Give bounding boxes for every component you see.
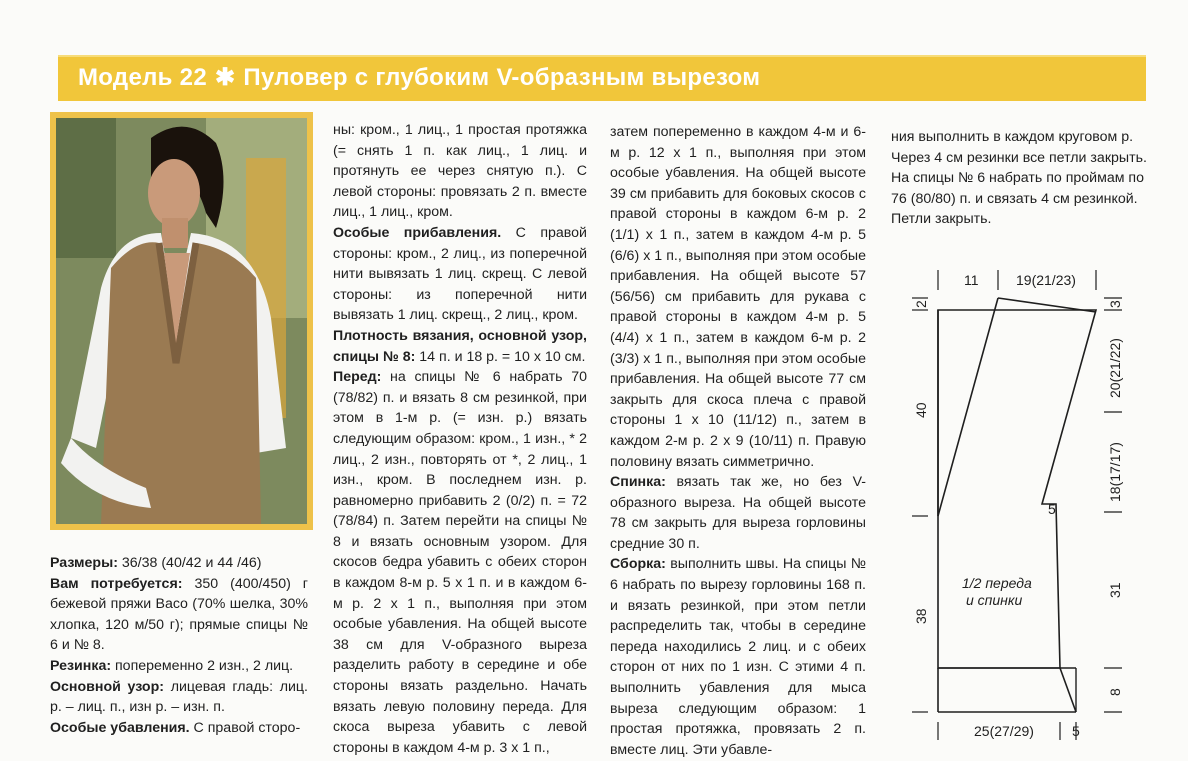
model-number: Модель 22 (78, 64, 207, 91)
gauge-paragraph (333, 326, 587, 367)
decrease-paragraph (50, 718, 308, 739)
decrease-label: Особые убавления. (50, 719, 190, 736)
front-text: на спицы № 6 набрать 70 (78/82) п. и вязать 8 см резинкой, при этом в 1-м р. (= изн. р.) вязать следующим образом: кром., 1 изн., * 2 лиц., 2 изн., повторять от *, 2 лиц., 1 изн., кром. В последнем изн. р. равномерно прибавить 2 (0/2) п. = 72 (78/84) п. Затем перейти на спицы № 8 и вязать основным узором. Для скосов бедра убавить с обеих сторон в каждом 8-м р. 5 х 1 п. и в каждом 6-м р. 2 х 1 п., выполняя при этом особые убавления. На общей высоте 38 см для V-образного выреза разделить работу в середине и обе стороны вязать раздельно. Начать вязать левую половину переда. Для скоса выреза убавить с левой стороны в каждом 4-м р. 3 х 1 п., (333, 369, 587, 756)
gauge-text: 14 п. и 18 р. = 10 х 10 см. (415, 348, 586, 365)
materials-label: Вам потребуется: (50, 575, 183, 592)
gauge-label: Плотность вязания, основной узор, спицы № 8: (333, 327, 587, 365)
back-label: Спинка: (610, 474, 666, 491)
sizes-label: Размеры: (50, 555, 118, 571)
text-column-3 (610, 122, 866, 760)
materials-text: 350 (400/450) г бежевой пряжи Baco (70% шелка, 30% хлопка, 120 м/50 г); прямые спицы № 6 и № 8. (50, 575, 308, 654)
assembly-label: Сборка: (610, 556, 666, 573)
dim-left-top: 2 (913, 300, 929, 308)
decrease-text: С правой сторо- (189, 719, 301, 736)
dim-right-lower: 31 (1107, 582, 1123, 598)
title-text: Пуловер с глубоким V-образным вырезом (243, 64, 761, 91)
dim-bottom-width: 25(27/29) (974, 723, 1034, 739)
dim-right-bottom: 8 (1107, 688, 1123, 696)
dim-waist: 5 (1048, 501, 1056, 517)
dim-right-top: 3 (1107, 300, 1123, 308)
decrease-continued: ны: кром., 1 лиц., 1 простая протяжка (= снять 1 п. как лиц., 1 лиц. и протянуть ее через снятую п.). С левой стороны: провязать 2 п. вместе лиц., 1 лиц., кром. (333, 122, 587, 221)
materials-paragraph (50, 574, 308, 656)
model-illustration (56, 118, 307, 524)
assembly-paragraph (610, 554, 866, 760)
rib-paragraph (50, 656, 308, 677)
rib-label: Резинка: (50, 657, 112, 674)
dim-right-mid: 18(17/17) (1107, 442, 1123, 502)
dim-left-bottom: 38 (913, 608, 929, 624)
text-column-2 (333, 120, 587, 758)
dim-left-mid: 40 (913, 402, 929, 418)
front-continued: затем попеременно в каждом 4-м и 6-м р. 12 х 1 п., выполняя при этом особые убавления. На общей высоте 39 см прибавить для боковых скосов с правой стороны в каждом 6-м р. 2 (1/1) х 1 п., затем в каждом 4-м р. 5 (6/6) х 1 п., выполняя при этом особые прибавления. На общей высоте 57 (56/56) см прибавить для рукава с правой стороны в каждом 4-м р. 5 (4/4) х 1 п., затем в каждом 6-м р. 2 (3/3) х 1 п., выполняя при этом особые прибавления. На общей высоте 77 см закрыть для скоса плеча с правой стороны 1 х 10 (11/12) п., затем в каждом 2-м р. 2 х 9 (10/11) п. Правую половину вязать симметрично. (610, 124, 866, 470)
text-column-1 (50, 553, 308, 738)
increase-label: Особые прибавления. (333, 224, 502, 241)
schematic-caption-line2: и спинки (966, 592, 1023, 608)
title-bar (58, 55, 1146, 101)
dim-bottom-right: 5 (1072, 723, 1080, 739)
assembly-text: выполнить швы. На спицы № 6 набрать по вырезу горловины 168 п. и вязать резинкой, при этом петли распределить так, чтобы в середине переда находились 2 лиц. и с обеих сторон от них по 1 изн. С этими 4 п. выполнить убавления для мыса выреза следующим образом: 1 простая протяжка, провязать 2 п. вместе лиц. Эти убавле- (610, 556, 866, 758)
pattern-schematic (900, 262, 1160, 756)
dim-top-left: 11 (964, 272, 979, 288)
sizes-paragraph (50, 553, 308, 574)
main-pattern-label: Основной узор: (50, 678, 164, 695)
front-paragraph (333, 367, 587, 758)
star-icon: ✱ (214, 64, 236, 91)
dim-right-upper: 20(21/22) (1107, 338, 1123, 398)
main-pattern-paragraph (50, 677, 308, 718)
main-pattern-text: лицевая гладь: лиц. р. – лиц. п., изн р. – изн. п. (50, 678, 308, 716)
page-title (78, 63, 760, 92)
assembly-continued: ния выполнить в каждом круговом р. Через 4 см резинки все петли закрыть. На спицы № 6 набрать по проймам по 76 (80/80) п. и связать 4 см резинкой. Петли закрыть. (891, 129, 1147, 228)
rib-text: попеременно 2 изн., 2 лиц. (111, 657, 294, 674)
schematic-caption-line1: 1/2 переда (962, 575, 1032, 591)
increase-text: С правой стороны: кром., 2 лиц., из поперечной нити вывязать 1 лиц. скрещ. С левой стороны: из поперечной нити вывязать 1 лиц. скрещ., 2 лиц., кром. (333, 224, 587, 324)
model-photo (50, 112, 313, 530)
text-column-4 (891, 127, 1149, 230)
back-paragraph (610, 472, 866, 554)
sizes-value: 36/38 (40/42 и 44 /46) (117, 555, 262, 571)
increase-paragraph (333, 223, 587, 326)
dim-top-right: 19(21/23) (1016, 272, 1076, 288)
back-text: вязать так же, но без V-образного выреза. На общей высоте 78 см закрыть для выреза горловины средние 30 п. (610, 474, 866, 552)
front-label: Перед: (333, 369, 382, 386)
